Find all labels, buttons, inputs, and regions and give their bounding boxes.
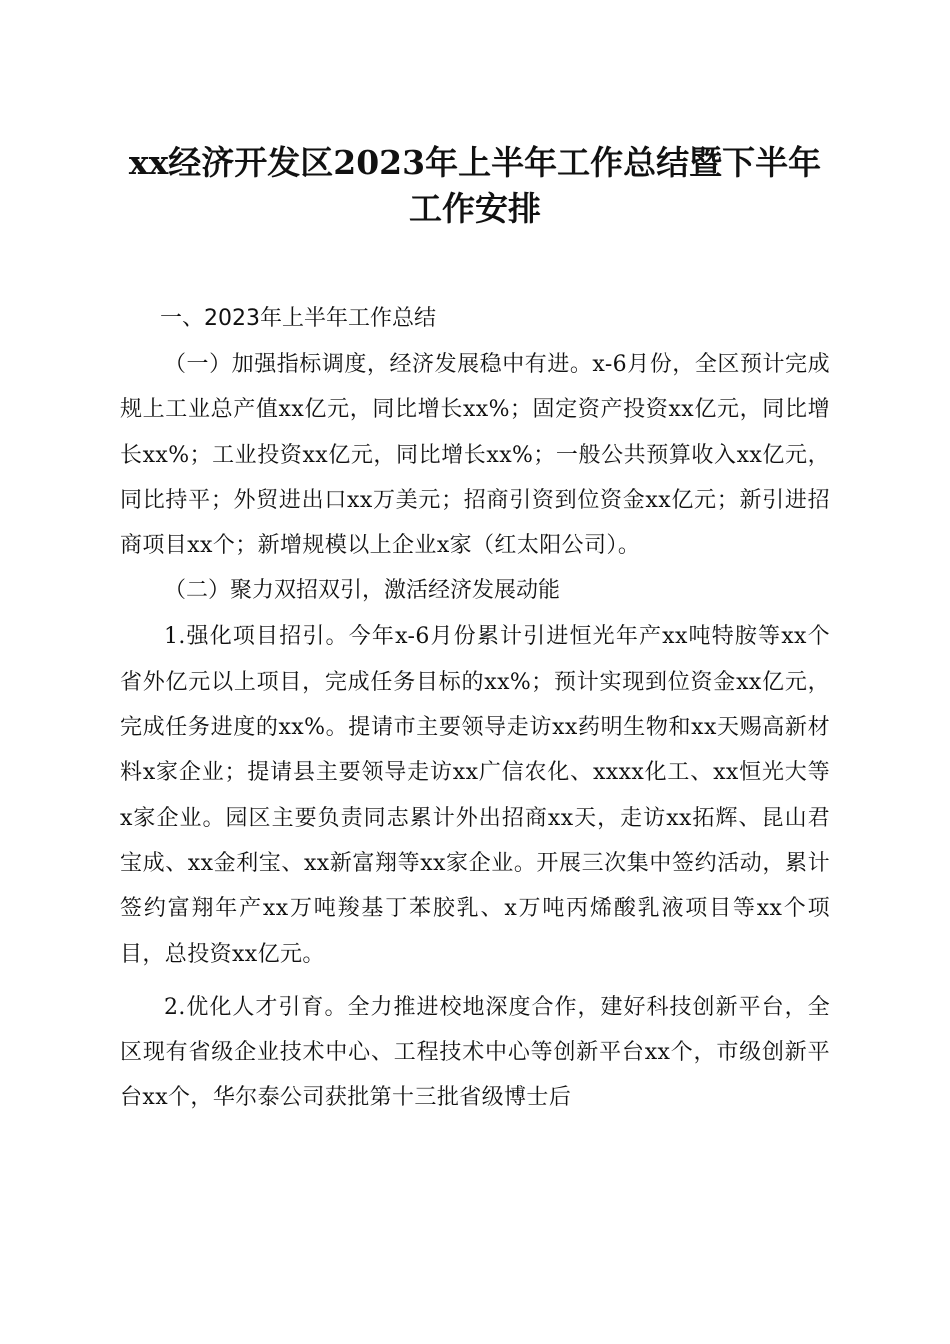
subheading-2: （二）聚力双招双引，激活经济发展动能 bbox=[164, 578, 561, 604]
paragraph-spacer bbox=[120, 977, 830, 985]
paragraph-2: 1.强化项目招引。今年x-6月份累计引进恒光年产xx吨特胺等xx个省外亿元以上项目，完成任务目标的xx%；预计实现到位资金xx亿元，完成任务进度的xx%。提请市主要领导走访xx药明生物和xx天赐高新材料x家企业；提请县主要领导走访xx广信农化、xxxx化工、xx恒光大等x家企业。园区主要负责同志累计外出招商xx天，走访xx拓辉、昆山君宝成、xx金利宝、xx新富翔等xx家企业。开展三次集中签约活动，累计签约富翔年产xx万吨羧基丁苯胶乳、x万吨丙烯酸乳液项目等xx个项目，总投资xx亿元。 bbox=[120, 624, 830, 967]
section-heading-1: 一、2023年上半年工作总结 bbox=[160, 306, 436, 331]
paragraph-1: （一）加强指标调度，经济发展稳中有进。x-6月份，全区预计完成规上工业总产值xx亿元，同比增长xx%；固定资产投资xx亿元，同比增长xx%；工业投资xx亿元，同比增长xx%；一般公共预算收入xx亿元，同比持平；外贸进出口xx万美元；招商引资到位资金xx亿元；新引进招商项目xx个；新增规模以上企业x家（红太阳公司）。 bbox=[120, 352, 830, 559]
paragraph-3: 2.优化人才引育。全力推进校地深度合作，建好科技创新平台，全区现有省级企业技术中心、工程技术中心等创新平台xx个，市级创新平台xx个，华尔泰公司获批第十三批省级博士后 bbox=[120, 994, 830, 1111]
document-title: xx经济开发区2023年上半年工作总结暨下半年工作安排 bbox=[128, 143, 822, 228]
